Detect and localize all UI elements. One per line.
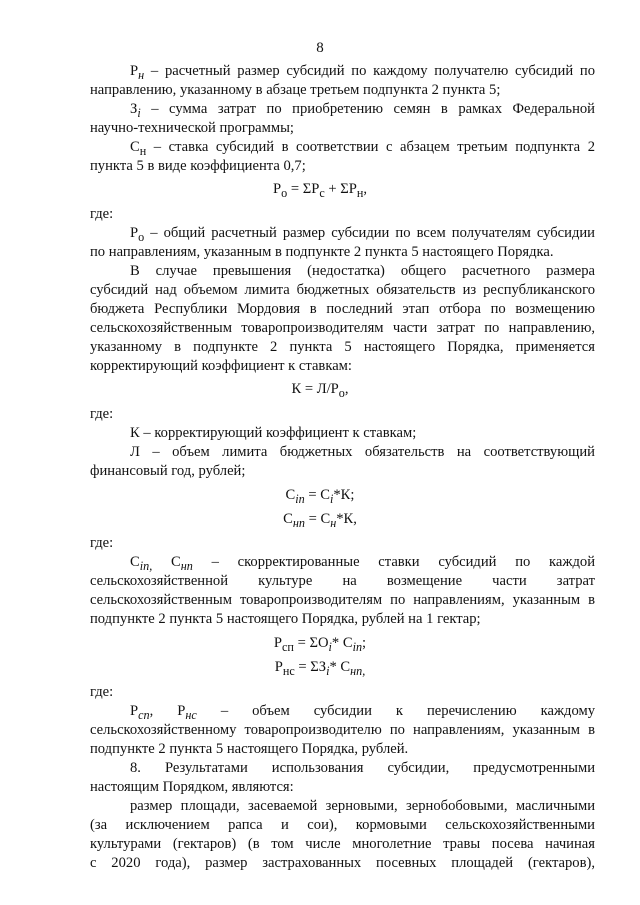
text-line: размер площади, засеваемой зерновыми, зернобобовыми, масличными	[130, 798, 595, 814]
text-line: сельскохозяйственной культуре на возмещение части затрат	[90, 573, 595, 589]
text-line: финансовый год, рублей;	[90, 463, 246, 479]
text-line: К – корректирующий коэффициент к ставкам;	[130, 425, 417, 441]
formula: $С_{нп} = С_н*К$,	[283, 511, 357, 530]
text-line: (за исключением рапса и сои), кормовыми сельскохозяйственными	[90, 817, 595, 833]
formula: $К = Л/Р_о$,	[291, 381, 349, 400]
text-line: где:	[90, 684, 114, 700]
text-line: сельскохозяйственному товаропроизводителю по направлениям, указанным в	[90, 722, 595, 738]
text-line: сельскохозяйственным товаропроизводителям части затрат по направлению,	[90, 320, 595, 336]
formula: $Р_о = \Sigma Р_с + \Sigma Р_н$,	[272, 181, 368, 200]
text-line: $Р_н$ – расчетный размер субсидий по каждому получателю субсидий по	[130, 63, 595, 82]
page-number: 8	[316, 40, 324, 56]
text-line: сельскохозяйственным товаропроизводителям по направлениям, указанным в	[90, 592, 595, 608]
text-line: субсидий над объемом лимита бюджетных обязательств из республиканского	[90, 282, 595, 298]
text-line: по направлениям, указанным в подпункте 2 пункта 5 настоящего Порядка.	[90, 244, 554, 260]
text-line: научно-технической программы;	[90, 120, 294, 136]
text-line: Л – объем лимита бюджетных обязательств на соответствующий	[130, 444, 595, 460]
text-line: где:	[90, 406, 114, 422]
text-line: с 2020 года), размер застрахованных посевных площадей (гектаров),	[90, 855, 595, 871]
text-line: подпункте 2 пункта 5 настоящего Порядка, рублей на 1 гектар;	[90, 611, 481, 627]
text-line: настоящим Порядком, являются:	[90, 779, 294, 795]
text-line: $Р_о$ – общий расчетный размер субсидии по всем получателям субсидии	[130, 225, 595, 244]
text-line: $С_{in,}$ $С_{нп}$ – скорректированные ставки субсидий по каждой	[130, 554, 596, 573]
text-line: указанному в подпункте 2 пункта 5 настоящего Порядка, применяется	[90, 339, 595, 355]
text-line: $С_н$ – ставка субсидий в соответствии с абзацем третьим подпункта 2	[130, 139, 595, 158]
text-line: направлению, указанному в абзаце третьем подпункта 2 пункта 5;	[90, 82, 501, 98]
text-line: культурами (гектаров) (в том числе многолетние травы посева начиная	[90, 836, 595, 852]
text-line: подпункте 2 пункта 5 настоящего Порядка, рублей.	[90, 741, 409, 757]
text-line: бюджета Республики Мордовия в последний этап отбора по возмещению	[90, 301, 595, 317]
text-line: где:	[90, 535, 114, 551]
text-line: 8. Результатами использования субсидии, предусмотренными	[130, 760, 595, 776]
formula: $Р_{сп} = \Sigma О_i*$ $С_{in}$;	[273, 635, 367, 654]
text-line: В случае превышения (недостатка) общего расчетного размера	[130, 263, 595, 279]
text-line: $Р_{сп}$, $Р_{нс}$ – объем субсидии к перечислению каждому	[130, 703, 595, 722]
formula: $Р_{нс} = \Sigma З_i*$ $С_{нп,}$	[274, 659, 366, 678]
text-line: корректирующий коэффициент к ставкам:	[90, 358, 352, 374]
text-line: где:	[90, 206, 114, 222]
text-line: $З_i$ – сумма затрат по приобретению семян в рамках Федеральной	[130, 101, 595, 120]
text-line: пункта 5 в виде коэффициента 0,7;	[90, 158, 306, 174]
formula: $С_{in} = С_i*К$;	[285, 487, 355, 506]
